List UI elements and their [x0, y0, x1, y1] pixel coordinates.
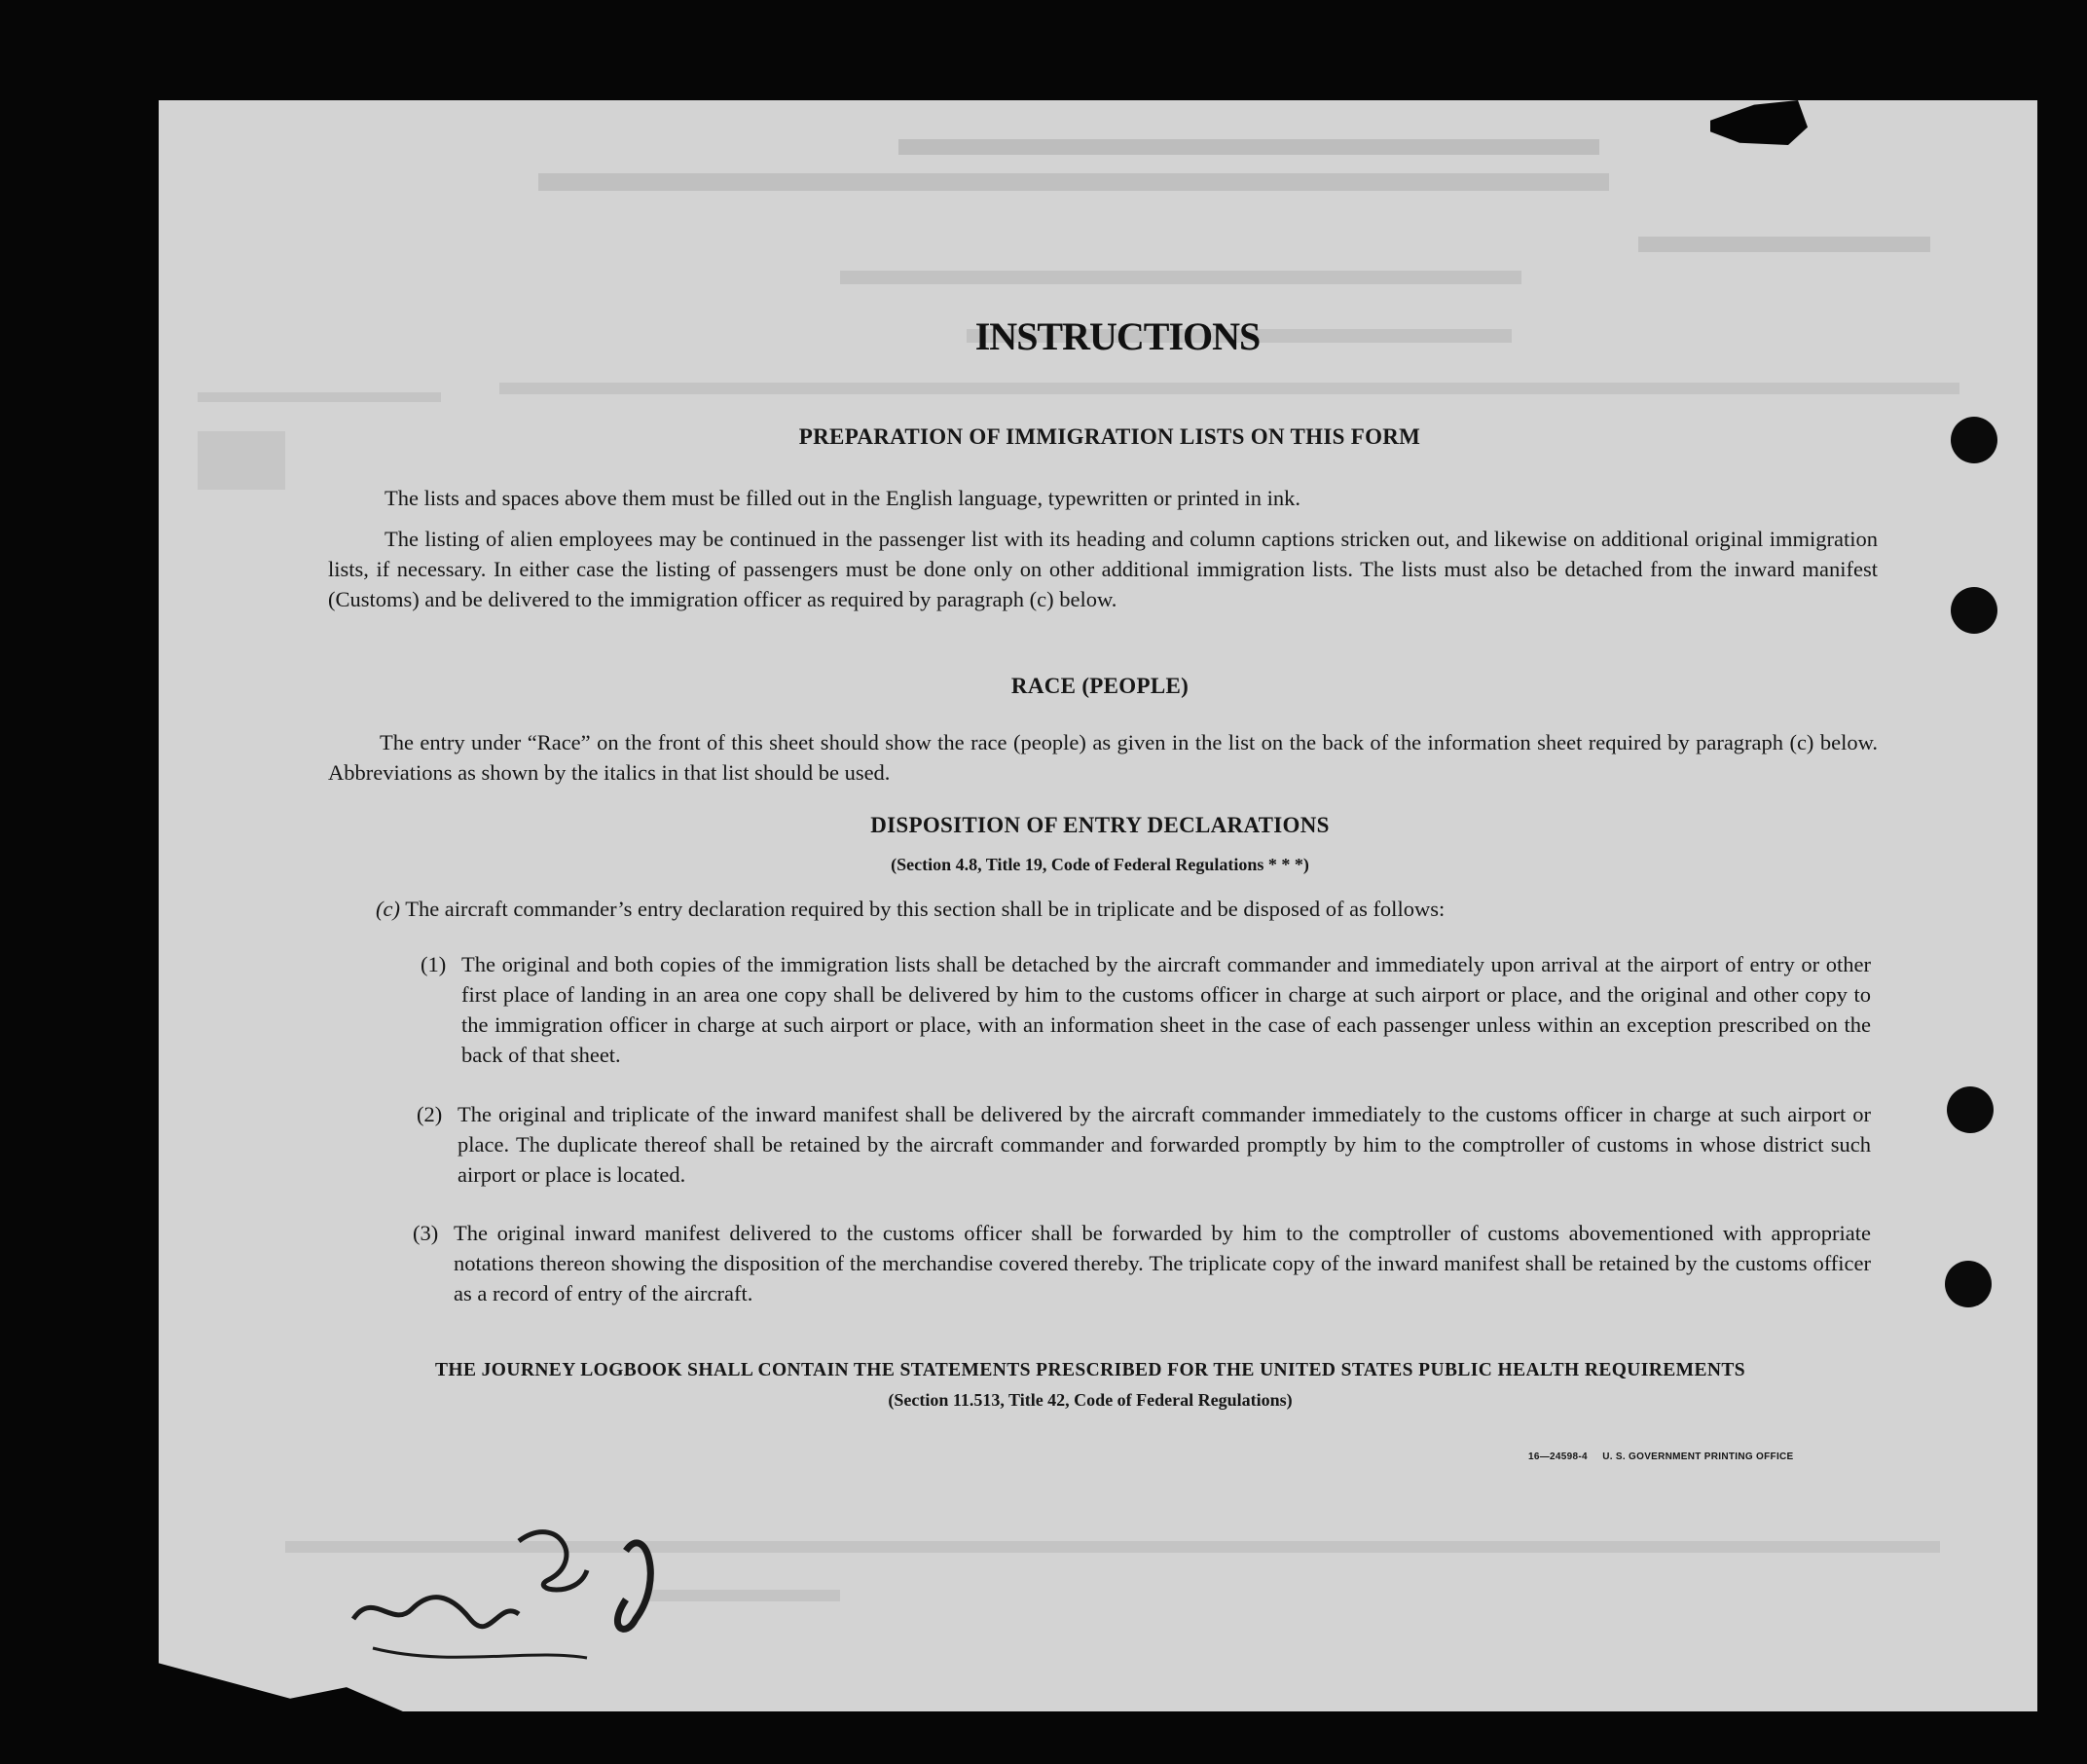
disposition-intro-text: The aircraft commander’s entry declaration required by this section shall be in triplicate and be disposed of as follows: [405, 897, 1446, 921]
printer-imprint [1528, 1452, 1879, 1462]
list-item-number: (1) [421, 952, 447, 976]
page-title: INSTRUCTIONS [974, 314, 1261, 358]
binder-hole [1951, 417, 1997, 463]
list-item-text: The original and triplicate of the inward manifest shall be delivered by the aircraft commander immediately to the customs officer in charge at such airport or place. The duplicate thereof shall be retained by the aircraft commander and forwarded promptly by him to the comptroller of customs in whose district such airport or place is located. [458, 1102, 1871, 1187]
disposition-intro [376, 894, 1875, 924]
logbook-heading: THE JOURNEY LOGBOOK SHALL CONTAIN THE STATEMENTS PRESCRIBED FOR THE UNITED STATES PUBLIC HEALTH REQUIREMENTS [434, 1360, 1746, 1380]
binder-hole [1947, 1086, 1994, 1133]
form-code: 16—24598-4 [1528, 1452, 1588, 1462]
section-heading-disposition: DISPOSITION OF ENTRY DECLARATIONS [870, 813, 1330, 837]
race-paragraph: The entry under “Race” on the front of this sheet should show the race (people) as given in the list on the back of the information sheet required by paragraph (c) below. Abbreviations as shown by the italics in that list should be used. [328, 730, 1878, 785]
list-item-number: (2) [417, 1102, 443, 1126]
paragraph-marker: (c) [376, 897, 400, 921]
preparation-paragraph-1: The lists and spaces above them must be filled out in the English language, typewritten or printed in ink. [384, 486, 1301, 510]
preparation-paragraph-2: The listing of alien employees may be continued in the passenger list with its heading and column captions stricken out, and likewise on additional original immigration lists, if necessary. In either case the listing of passengers must be done only on other additional immigration lists. The lists must also be detached from the inward manifest (Customs) and be delivered to the immigration officer as required by paragraph (c) below. [328, 527, 1878, 611]
binder-hole [1951, 587, 1997, 634]
printing-office: U. S. GOVERNMENT PRINTING OFFICE [1602, 1452, 1794, 1462]
list-item-number: (3) [413, 1221, 439, 1245]
binder-hole [1945, 1261, 1992, 1307]
logbook-subheading: (Section 11.513, Title 42, Code of Federal Regulations) [888, 1390, 1293, 1410]
section-heading-preparation: PREPARATION OF IMMIGRATION LISTS ON THIS FORM [798, 424, 1421, 449]
disposition-subheading: (Section 4.8, Title 19, Code of Federal Regulations * * *) [891, 855, 1309, 874]
list-item-text: The original inward manifest delivered to the customs officer shall be forwarded by him to the comptroller of customs abovementioned with appropriate notations thereon showing the disposition of the merchandise covered thereby. The triplicate copy of the inward manifest shall be retained by the customs officer as a record of entry of the aircraft. [454, 1221, 1871, 1305]
list-item-text: The original and both copies of the immigration lists shall be detached by the aircraft commander and immediately upon arrival at the airport of entry or other first place of landing in an area one copy shall be delivered by him to the customs officer in charge at such airport or place, and the original and other copy to the immigration officer in charge at such airport or place, with an information sheet in the case of each passenger unless within an exception prescribed on the back of that sheet. [461, 952, 1871, 1067]
section-heading-race: RACE (PEOPLE) [1010, 674, 1190, 698]
handwritten-signature [334, 1502, 743, 1677]
